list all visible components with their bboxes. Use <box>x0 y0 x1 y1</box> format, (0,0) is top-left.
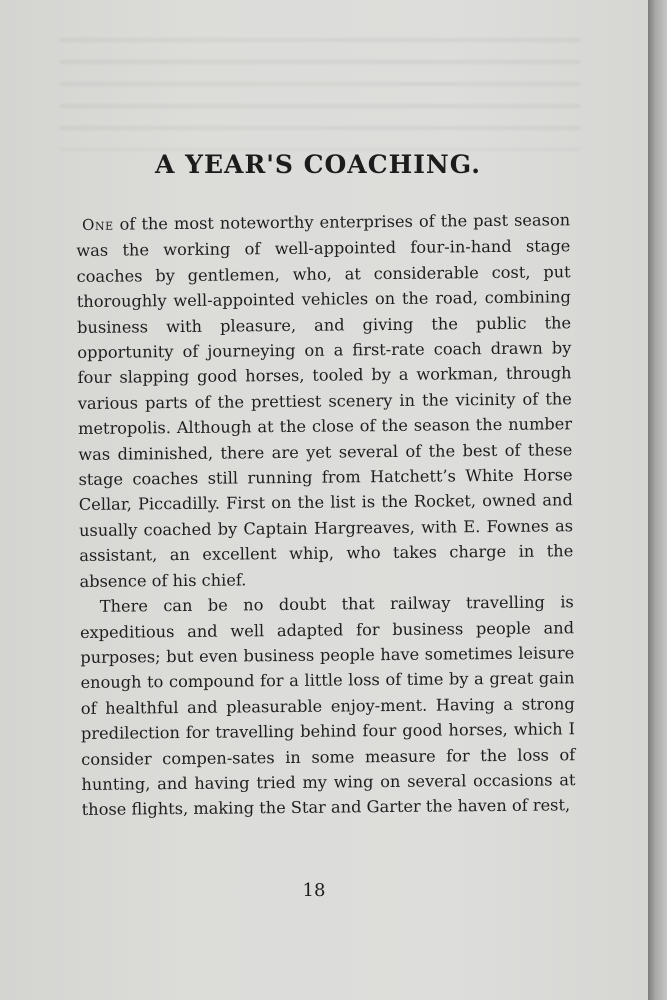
paragraph-1 <box>76 207 574 594</box>
chapter-title: A YEAR'S COACHING. <box>155 150 481 179</box>
body-text <box>76 207 576 822</box>
paragraph-1-lead: One <box>82 215 114 234</box>
book-edge <box>648 0 667 1000</box>
page-number: 18 <box>302 880 326 901</box>
paragraph-1-text: of the most noteworthy enterprises of the past season was the working of well-appointed four-in-hand stage coaches by gentlemen, who, at considerable cost, put thoroughly well-appointed vehicles on the road, combining business with pleasure, and giving the public the opportunity of journeying on a first-rate coach drawn by four slapping good horses, tooled by a workman, through various parts of the prettiest scenery in the vicinity of the metropolis. Although at the close of the season the number was diminished, there are yet several of the best of these stage coaches still running from Hatchett’s White Horse Cellar, Piccadilly. First on the list is the Rocket, owned and usually coached by Captain Hargreaves, with E. Fownes as assistant, an excellent whip, who takes charge in the absence of his chief. <box>76 210 574 591</box>
paragraph-2: There can be no doubt that railway travelling is expeditious and well adapted for business people and purposes; but even business people have sometimes leisure enough to compound for a little loss of time by a great gain of healthful and pleasurable enjoy-ment. Having a strong predilection for travelling behind four good horses, which I consider compen-sates in some measure for the loss of hunting, and having tried my wing on several occasions at those flights, making the Star and Garter the haven of rest, <box>79 592 576 820</box>
